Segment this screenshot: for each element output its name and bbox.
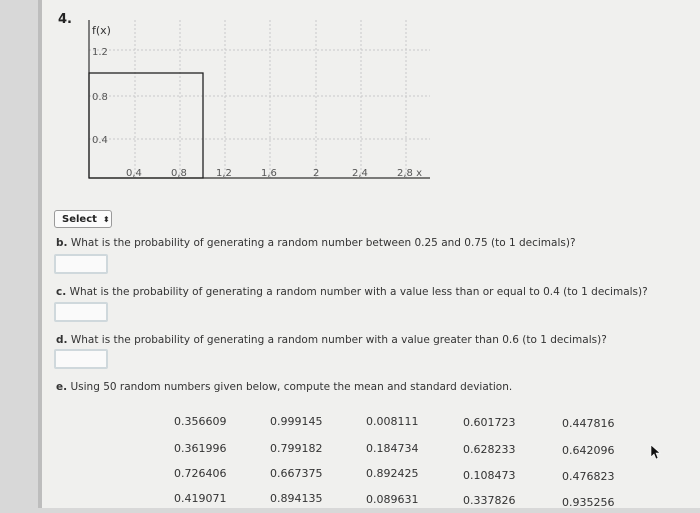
y-tick-label: 0.4 bbox=[92, 135, 108, 146]
x-tick-label: 2,8 x bbox=[397, 168, 422, 179]
question-b-letter: b. bbox=[56, 237, 68, 249]
pdf-rectangle bbox=[89, 73, 203, 178]
x-tick-label: 2 bbox=[313, 168, 320, 179]
grid bbox=[89, 20, 430, 178]
table-cell: 0.419071 bbox=[174, 492, 227, 505]
x-tick-label: 2,4 bbox=[352, 168, 368, 179]
x-tick-label: 1,2 bbox=[216, 168, 232, 179]
table-cell: 0.447816 bbox=[562, 417, 615, 430]
answer-d-input[interactable] bbox=[54, 349, 108, 369]
question-number: 4. bbox=[58, 12, 72, 27]
x-tick-label: 0,8 bbox=[171, 168, 187, 179]
table-cell: 0.337826 bbox=[463, 494, 516, 507]
question-d-text: What is the probability of generating a random number with a value greater than 0.6 (to 1 decimals)? bbox=[70, 334, 607, 346]
y-tick-label: 0.8 bbox=[92, 92, 108, 103]
x-tick-label: 0,4 bbox=[126, 168, 142, 179]
question-e-letter: e. bbox=[56, 381, 68, 393]
question-b bbox=[56, 237, 576, 249]
table-cell: 0.799182 bbox=[270, 442, 323, 455]
question-d bbox=[56, 334, 607, 346]
table-cell: 0.356609 bbox=[174, 415, 227, 428]
question-c-text: What is the probability of generating a random number with a value less than or equal to 0.4 (to 1 decimals)? bbox=[69, 286, 648, 298]
table-cell: 0.894135 bbox=[270, 492, 323, 505]
table-cell: 0.628233 bbox=[463, 443, 516, 456]
table-cell: 0.667375 bbox=[270, 467, 323, 480]
y-tick-label: 1.2 bbox=[92, 47, 108, 58]
answer-b-input[interactable] bbox=[54, 254, 108, 274]
updown-arrow-icon: ⬍ bbox=[102, 214, 110, 224]
table-cell: 0.642096 bbox=[562, 444, 615, 457]
question-c-letter: c. bbox=[56, 286, 67, 298]
question-e-text: Using 50 random numbers given below, compute the mean and standard deviation. bbox=[70, 381, 513, 393]
question-d-letter: d. bbox=[56, 334, 68, 346]
table-cell: 0.184734 bbox=[366, 442, 419, 455]
table-cell: 0.008111 bbox=[366, 415, 419, 428]
table-cell: 0.601723 bbox=[463, 416, 516, 429]
mouse-cursor-icon bbox=[650, 444, 662, 460]
table-cell: 0.892425 bbox=[366, 467, 419, 480]
pdf-graph bbox=[80, 12, 440, 187]
x-tick-label: 1,6 bbox=[261, 168, 277, 179]
select-label: Select bbox=[62, 213, 97, 225]
y-axis-label: f(x) bbox=[92, 24, 111, 37]
table-cell: 0.999145 bbox=[270, 415, 323, 428]
select-dropdown[interactable] bbox=[54, 210, 112, 228]
answer-c-input[interactable] bbox=[54, 302, 108, 322]
table-cell: 0.476823 bbox=[562, 470, 615, 483]
question-c bbox=[56, 286, 648, 298]
table-cell: 0.089631 bbox=[366, 493, 419, 506]
table-cell: 0.935256 bbox=[562, 496, 615, 509]
table-cell: 0.361996 bbox=[174, 442, 227, 455]
table-cell: 0.726406 bbox=[174, 467, 227, 480]
table-cell: 0.108473 bbox=[463, 469, 516, 482]
question-b-text: What is the probability of generating a random number between 0.25 and 0.75 (to 1 decimals)? bbox=[70, 237, 576, 249]
question-e bbox=[56, 381, 512, 393]
